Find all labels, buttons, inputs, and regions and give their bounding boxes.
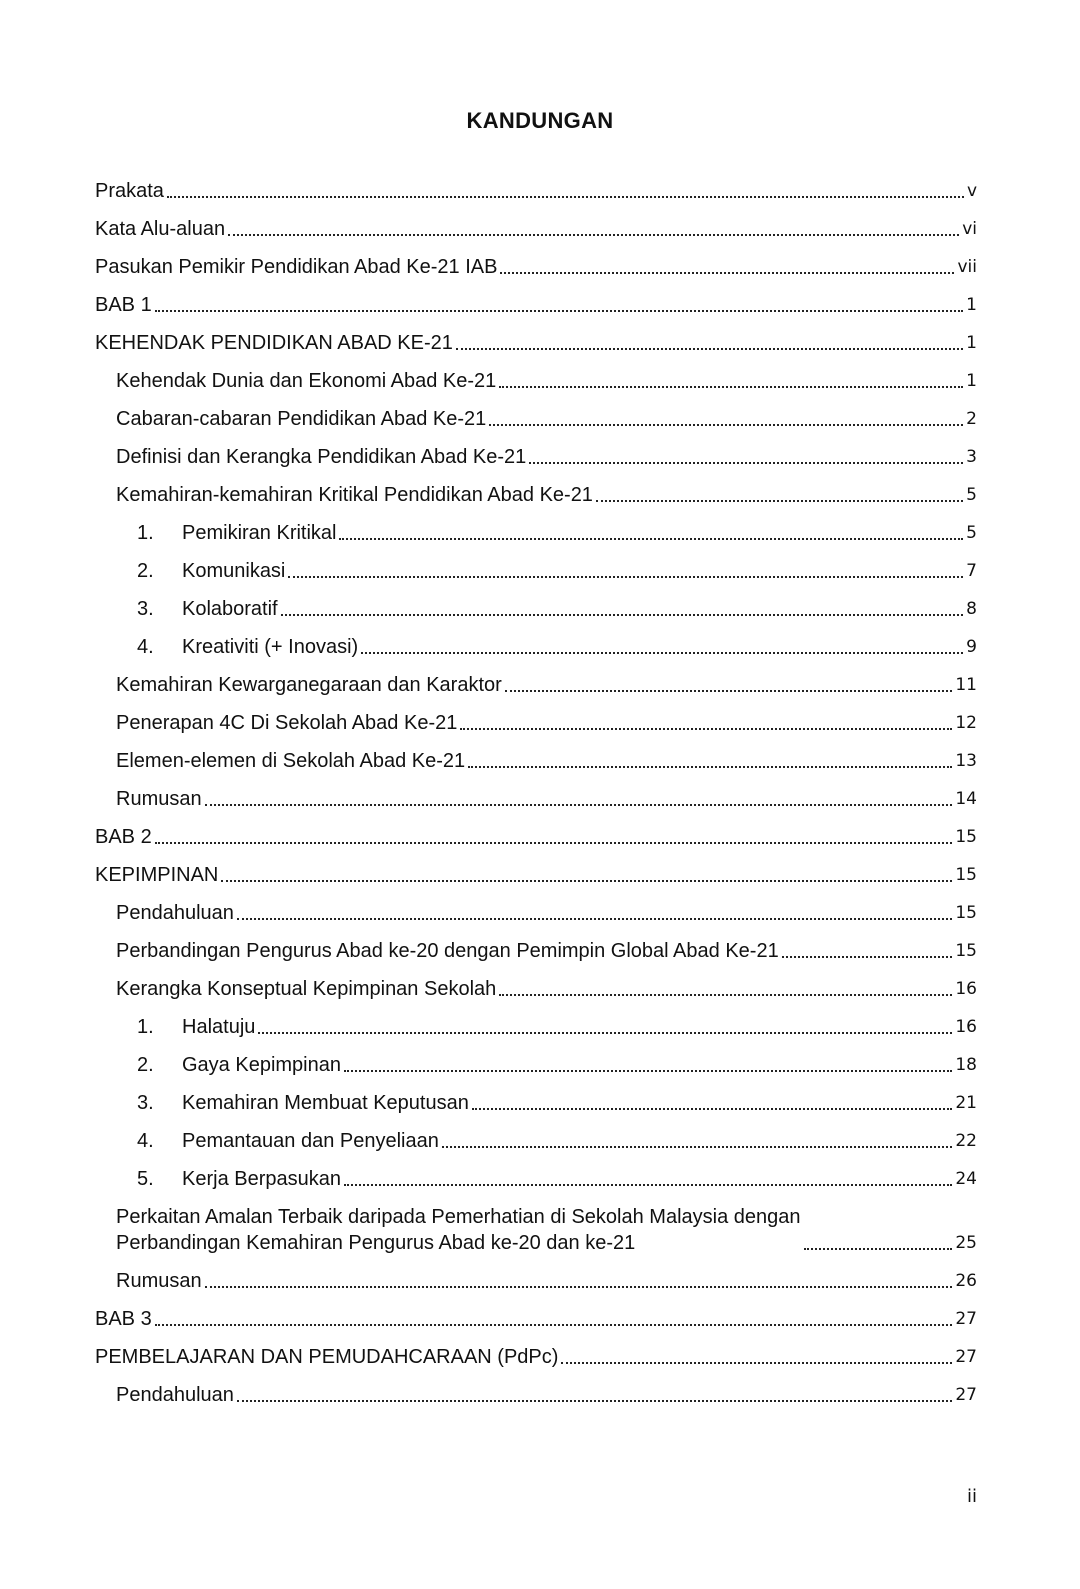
- toc-entry-title: Rumusan: [116, 788, 202, 810]
- dot-leader: [499, 386, 963, 388]
- toc-entry-number: 4.: [137, 636, 154, 658]
- toc-entry-page: 5: [966, 523, 977, 543]
- toc-entry[interactable]: [95, 1196, 977, 1260]
- dot-leader: [442, 1146, 952, 1148]
- toc-entry-title: Prakata: [95, 180, 164, 202]
- toc-entry-page: 16: [955, 1017, 977, 1037]
- toc-entry[interactable]: [95, 398, 977, 436]
- dot-leader: [500, 272, 954, 274]
- toc-entry[interactable]: [95, 740, 977, 778]
- toc-entry-page: 7: [966, 561, 977, 581]
- toc-entry[interactable]: [95, 1082, 977, 1120]
- dot-leader: [155, 310, 963, 312]
- toc-entry[interactable]: [95, 284, 977, 322]
- toc-entry[interactable]: [95, 588, 977, 626]
- page-number: ii: [966, 1486, 977, 1507]
- toc-entry-page: 27: [955, 1385, 977, 1405]
- toc-entry-title: BAB 2: [95, 826, 152, 848]
- dot-leader: [460, 728, 952, 730]
- toc-entry[interactable]: [95, 702, 977, 740]
- toc-entry-number: 1.: [137, 1016, 154, 1038]
- toc-entry[interactable]: [95, 170, 977, 208]
- toc-entry-number: 2.: [137, 1054, 154, 1076]
- toc-entry-number: 3.: [137, 1092, 154, 1114]
- toc-entry-page: vi: [962, 219, 977, 239]
- dot-leader: [258, 1032, 952, 1034]
- toc-entry-title: Penerapan 4C Di Sekolah Abad Ke-21: [116, 712, 458, 734]
- toc-entry[interactable]: [95, 1374, 977, 1412]
- toc-entry[interactable]: [95, 1158, 977, 1196]
- toc-entry-title: Komunikasi: [182, 560, 286, 582]
- toc-entry-title: Cabaran-cabaran Pendidikan Abad Ke-21: [116, 408, 487, 430]
- toc-entry[interactable]: [95, 512, 977, 550]
- toc-entry-title: BAB 3: [95, 1308, 152, 1330]
- toc-entry-title: Kolaboratif: [182, 598, 278, 620]
- dot-leader: [237, 918, 952, 920]
- toc-entry-title: Kemahiran-kemahiran Kritikal Pendidikan Abad Ke-21: [116, 484, 593, 506]
- toc-entry-page: 15: [955, 903, 977, 923]
- toc-entry-page: 2: [966, 409, 977, 429]
- toc-entry-page: 14: [955, 789, 977, 809]
- dot-leader: [281, 614, 964, 616]
- toc-entry[interactable]: [95, 208, 977, 246]
- dot-leader: [456, 348, 963, 350]
- toc-entry[interactable]: [95, 778, 977, 816]
- toc-entry-page: 16: [955, 979, 977, 999]
- dot-leader: [205, 804, 953, 806]
- toc-entry[interactable]: [95, 968, 977, 1006]
- dot-leader: [237, 1400, 952, 1402]
- toc-entry-title: BAB 1: [95, 294, 152, 316]
- toc-entry-title: Kerja Berpasukan: [182, 1168, 341, 1190]
- toc-entry-page: 1: [966, 371, 977, 391]
- toc-entry[interactable]: [95, 322, 977, 360]
- toc-entry[interactable]: [95, 550, 977, 588]
- toc-entry-page: 26: [955, 1271, 977, 1291]
- toc-entry-page: 1: [966, 333, 977, 353]
- toc-entry-page: 24: [955, 1169, 977, 1189]
- dot-leader: [167, 196, 964, 198]
- toc-entry-number: 5.: [137, 1168, 154, 1190]
- dot-leader: [155, 842, 953, 844]
- toc-entry[interactable]: [95, 664, 977, 702]
- toc-entry-title: Kata Alu-aluan: [95, 218, 226, 240]
- dot-leader: [468, 766, 952, 768]
- toc-entry-page: 21: [955, 1093, 977, 1113]
- toc-entry[interactable]: [95, 474, 977, 512]
- toc-entry-title: Kerangka Konseptual Kepimpinan Sekolah: [116, 978, 497, 1000]
- toc-entry-page: 15: [955, 941, 977, 961]
- toc-entry-title: Kemahiran Kewarganegaraan dan Karaktor: [116, 674, 502, 696]
- toc-entry-page: 27: [955, 1309, 977, 1329]
- toc-entry[interactable]: [95, 1006, 977, 1044]
- toc-entry[interactable]: [95, 1260, 977, 1298]
- dot-leader: [344, 1070, 952, 1072]
- toc-entry[interactable]: [95, 626, 977, 664]
- dot-leader: [155, 1324, 953, 1326]
- toc-entry-page: 18: [955, 1055, 977, 1075]
- dot-leader: [472, 1108, 953, 1110]
- toc-entry-page: 8: [966, 599, 977, 619]
- dot-leader: [561, 1362, 952, 1364]
- toc-entry-title: Pendahuluan: [116, 1384, 234, 1406]
- dot-leader: [344, 1184, 952, 1186]
- toc-entry-title: Kehendak Dunia dan Ekonomi Abad Ke-21: [116, 370, 497, 392]
- toc-entry-title: Pemantauan dan Penyeliaan: [182, 1130, 439, 1152]
- toc-entry-page: 15: [955, 865, 977, 885]
- dot-leader: [228, 234, 959, 236]
- page-title: KANDUNGAN: [466, 108, 614, 133]
- toc-entry-title: Kreativiti (+ Inovasi): [182, 636, 359, 658]
- toc-entry-page: 22: [955, 1131, 977, 1151]
- toc-entry[interactable]: [95, 892, 977, 930]
- toc-entry[interactable]: [95, 360, 977, 398]
- dot-leader: [596, 500, 963, 502]
- toc-entry-page: 12: [955, 713, 977, 733]
- toc-entry-page: 25: [955, 1233, 977, 1253]
- toc-entry-title: PEMBELAJARAN DAN PEMUDAHCARAAN (PdPc): [95, 1346, 559, 1368]
- dot-leader: [205, 1286, 953, 1288]
- dot-leader: [339, 538, 963, 540]
- toc-entry-page: 11: [955, 675, 977, 695]
- toc-entry-page: 9: [966, 637, 977, 657]
- toc-entry[interactable]: [95, 1336, 977, 1374]
- toc-entry-page: v: [966, 181, 977, 201]
- toc-entry-title: KEHENDAK PENDIDIKAN ABAD KE-21: [95, 332, 453, 354]
- toc-entry-page: 13: [955, 751, 977, 771]
- toc-entry-title: Perbandingan Pengurus Abad ke-20 dengan Pemimpin Global Abad Ke-21: [116, 940, 779, 962]
- toc-entry-number: 2.: [137, 560, 154, 582]
- toc-entry[interactable]: [95, 1044, 977, 1082]
- toc-entry-title: Pendahuluan: [116, 902, 234, 924]
- toc-entry-title: Rumusan: [116, 1270, 202, 1292]
- toc-entry-title: KEPIMPINAN: [95, 864, 219, 886]
- toc-entry-page: 1: [966, 295, 977, 315]
- dot-leader: [361, 652, 963, 654]
- dot-leader: [288, 576, 963, 578]
- dot-leader: [221, 880, 952, 882]
- toc-entry-title: Halatuju: [182, 1016, 256, 1038]
- toc-entry[interactable]: [95, 854, 977, 892]
- toc-entry-title: Perkaitan Amalan Terbaik daripada Pemerhatian di Sekolah Malaysia dengan Perbandingan Kemahiran Pengurus Abad ke-20 dan ke-21: [116, 1206, 801, 1254]
- toc-entry-page: 5: [966, 485, 977, 505]
- dot-leader: [804, 1248, 953, 1250]
- toc-entry[interactable]: [95, 930, 977, 968]
- dot-leader: [499, 994, 952, 996]
- dot-leader: [505, 690, 953, 692]
- toc-entry-page: vii: [957, 257, 977, 277]
- dot-leader: [489, 424, 963, 426]
- toc-entry-title: Definisi dan Kerangka Pendidikan Abad Ke-21: [116, 446, 527, 468]
- toc-entry-title: Elemen-elemen di Sekolah Abad Ke-21: [116, 750, 466, 772]
- toc-entry-title: Pasukan Pemikir Pendidikan Abad Ke-21 IAB: [95, 256, 498, 278]
- toc-entry-title: Pemikiran Kritikal: [182, 522, 337, 544]
- toc-entry[interactable]: [95, 246, 977, 284]
- toc-entry-number: 1.: [137, 522, 154, 544]
- dot-leader: [782, 956, 953, 958]
- toc-entry-number: 3.: [137, 598, 154, 620]
- toc-entry[interactable]: [95, 1298, 977, 1336]
- toc-entry[interactable]: [95, 816, 977, 854]
- toc-entry[interactable]: [95, 436, 977, 474]
- toc-entry-page: 3: [966, 447, 977, 467]
- toc-entry-page: 15: [955, 827, 977, 847]
- toc-entry[interactable]: [95, 1120, 977, 1158]
- toc-entry-number: 4.: [137, 1130, 154, 1152]
- toc-entry-page: 27: [955, 1347, 977, 1367]
- dot-leader: [529, 462, 963, 464]
- toc-entry-title: Kemahiran Membuat Keputusan: [182, 1092, 469, 1114]
- toc-entry-title: Gaya Kepimpinan: [182, 1054, 341, 1076]
- table-of-contents: [95, 170, 977, 1412]
